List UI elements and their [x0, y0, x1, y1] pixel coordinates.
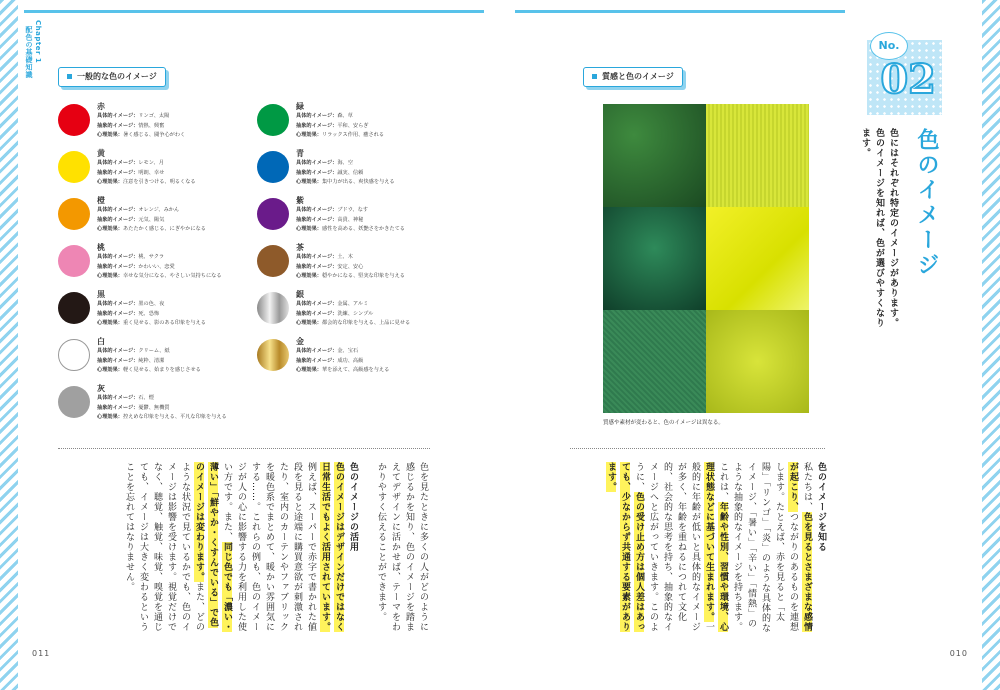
photo-caption: 質感や素材が変わると、色のイメージは異なる。	[603, 420, 724, 426]
color-name: 黒	[97, 290, 105, 299]
color-concrete: 具体的イメージ：金、宝石	[296, 348, 359, 354]
color-abstract: 抽象的イメージ：誠実、信頼	[296, 169, 364, 176]
color-swatch	[58, 292, 90, 324]
right-body-1b: つながりのあるものを連想します。たとえば、赤を見ると「太陽」「リンゴ」「炎」のような具体的なイメージ、「暑い」「辛い」「情熱」のような抽象的なイメージを持ちます。これは、	[718, 462, 798, 633]
color-concrete: 具体的イメージ：レモン、月	[97, 160, 164, 166]
color-name: 黄	[97, 149, 105, 158]
left-body-2: また、どのような状況で見ているかでも、色のイメージは影響を受けます。視覚だけでなく、聴覚、触覚、味覚、嗅覚を通じても、イメージは大きく変わるということを忘れてはなりません。	[124, 462, 204, 632]
color-psych: 心理効果：穏やかになる、堅実な印象を与える	[296, 273, 405, 279]
texture-plastic-yellow	[706, 207, 809, 310]
page-number-right: 010	[949, 649, 968, 658]
color-concrete: 具体的イメージ：墨の色、夜	[97, 301, 165, 307]
left-body-1: 例えば、スーパーで赤字で書かれた値段を見ると途端に購買意欲が刺激されたり、室内のカーテンやファブリックを暖色系でまとめて、暖かい雰囲気にする……。これらの例も、色のイメージが人の心に影響する力を利用した使い方です。また、	[222, 462, 316, 632]
color-abstract: 抽象的イメージ：高貴、神秘	[296, 216, 364, 223]
color-swatch	[58, 386, 90, 418]
left-highlight-2: 同じ色でも「濃い・薄い」「鮮やか・くすんでいる」で色のイメージは変わります。	[194, 462, 232, 632]
color-concrete: 具体的イメージ：桃、サクラ	[97, 254, 165, 260]
right-stripe-border	[982, 0, 1000, 690]
color-name: 灰	[97, 384, 105, 393]
color-psych: 心理効果：感性を高める、妖艶さをかきたてる	[296, 226, 405, 232]
color-swatch	[257, 339, 289, 371]
color-concrete: 具体的イメージ：海、空	[296, 160, 353, 166]
color-abstract: 抽象的イメージ：安定、安心	[296, 263, 364, 270]
color-swatch	[257, 292, 289, 324]
texture-powder-yellow	[706, 310, 809, 413]
color-psych: 心理効果：集中力が出る、爽快感を与える	[296, 179, 395, 185]
color-psych: 心理効果：あたたかく感じる、にぎやかになる	[97, 226, 206, 232]
color-psych: 心理効果：暑く感じる、闘争心がわく	[97, 132, 186, 138]
color-abstract: 抽象的イメージ：かわいい、恋愛	[97, 263, 175, 270]
color-info	[296, 102, 384, 141]
top-rule-left	[24, 10, 484, 13]
color-name: 青	[296, 149, 304, 158]
color-swatch	[257, 245, 289, 277]
top-rule-right	[515, 10, 845, 13]
color-name: 銀	[296, 290, 304, 299]
color-psych: 心理効果：重く見せる、影のある印象を与える	[97, 320, 206, 326]
chapter-number: 02	[880, 56, 936, 103]
color-info	[296, 149, 395, 188]
color-psych: 心理効果：幸せな気分になる、やさしい気持ちになる	[97, 273, 222, 279]
page-number-left: 011	[32, 649, 51, 658]
color-psych: 心理効果：リラックス作用、癒される	[296, 132, 385, 138]
texture-knit-green	[603, 310, 706, 413]
color-abstract: 抽象的イメージ：死、恐怖	[97, 310, 160, 317]
left-heading: 色のイメージの活用	[348, 462, 358, 552]
color-swatch	[58, 104, 90, 136]
no-label: No.	[870, 32, 908, 60]
color-abstract: 抽象的イメージ：平和、安らぎ	[296, 122, 369, 129]
color-abstract: 抽象的イメージ：憂鬱、無機質	[97, 404, 170, 411]
color-name: 橙	[97, 196, 105, 205]
color-psych: 心理効果：都会的な印象を与える、上品に見せる	[296, 320, 411, 326]
left-stripe-border	[0, 0, 18, 690]
left-body-text	[60, 462, 430, 634]
color-concrete: 具体的イメージ：石、煙	[97, 395, 154, 401]
color-info	[97, 243, 222, 282]
color-psych: 心理効果：注意を引きつける、明るくなる	[97, 179, 196, 185]
color-concrete: 具体的イメージ：金属、アルミ	[296, 301, 369, 307]
right-highlight-3: 色の受け止め方は個人差はあっても、少なからず共通する要素があります。	[606, 462, 644, 632]
color-abstract: 抽象的イメージ：明朗、幸せ	[97, 169, 165, 176]
right-body-1a: 私たちは、	[802, 462, 812, 512]
color-swatch	[257, 104, 289, 136]
color-swatch	[257, 151, 289, 183]
section-title-texture: 質感と色のイメージ	[583, 67, 683, 87]
color-info	[97, 290, 206, 329]
color-concrete: 具体的イメージ：土、木	[296, 254, 353, 260]
right-highlight-2: 年齢や性別、習慣や環境、心理状態などに基づいて生まれます。	[704, 462, 728, 632]
texture-fabric-yellow	[706, 104, 809, 207]
divider-right	[570, 448, 825, 449]
color-info	[296, 290, 410, 329]
color-swatch	[58, 339, 90, 371]
chapter-label: Chapter 1 配色の基礎知識	[25, 20, 42, 79]
color-abstract: 抽象的イメージ：洗練、シンプル	[296, 310, 374, 317]
color-name: 赤	[97, 102, 105, 111]
color-swatch	[58, 198, 90, 230]
color-abstract: 抽象的イメージ：情熱、興奮	[97, 122, 165, 129]
color-swatch	[257, 198, 289, 230]
divider-left	[58, 448, 430, 449]
right-heading: 色のイメージを知る	[816, 462, 826, 552]
color-info	[296, 337, 389, 376]
color-info	[97, 149, 196, 188]
left-intro: 色を見たときに多くの人がどのように感じるかを知り、色のイメージを踏まえてデザインに活かせば、テーマをわかりやすく伝えることができます。	[376, 462, 428, 632]
texture-grass	[603, 104, 706, 207]
right-highlight-1: 色を見るとさまざまな感情が起こり、	[788, 462, 812, 632]
color-info	[296, 196, 405, 235]
color-info	[97, 337, 201, 376]
color-abstract: 抽象的イメージ：元気、陽気	[97, 216, 165, 223]
color-abstract: 抽象的イメージ：純粋、清潔	[97, 357, 165, 364]
color-concrete: 具体的イメージ：ブドウ、なす	[296, 207, 369, 213]
color-name: 茶	[296, 243, 304, 252]
color-psych: 心理効果：華を添えて、高級感を与える	[296, 367, 390, 373]
color-swatch	[58, 151, 90, 183]
color-concrete: 具体的イメージ：オレンジ、みかん	[97, 207, 180, 213]
color-name: 白	[97, 337, 105, 346]
right-body-text	[566, 462, 828, 634]
color-concrete: 具体的イメージ：森、草	[296, 113, 353, 119]
color-name: 金	[296, 337, 304, 346]
color-psych: 心理効果：控えめな印象を与える、平凡な印象を与える	[97, 414, 227, 420]
color-info	[296, 243, 405, 282]
color-name: 緑	[296, 102, 304, 111]
subtitle: 色にはそれぞれ特定のイメージがあります。 色のイメージを知れば、色が選びやすくなります。	[860, 128, 898, 328]
color-concrete: 具体的イメージ：リンゴ、太陽	[97, 113, 170, 119]
color-concrete: 具体的イメージ：クリーム、紙	[97, 348, 170, 354]
section-title-general: 一般的な色のイメージ	[58, 67, 166, 87]
color-swatch	[58, 245, 90, 277]
color-abstract: 抽象的イメージ：成功、高級	[296, 357, 364, 364]
color-psych: 心理効果：軽く見せる、始まりを感じさせる	[97, 367, 201, 373]
left-highlight-1: 色のイメージはデザインだけではなく日常生活でもよく活用されています。	[320, 462, 344, 632]
color-info	[97, 102, 185, 141]
texture-glass-green	[603, 207, 706, 310]
color-info	[97, 384, 227, 423]
texture-photo-grid	[603, 104, 809, 413]
color-info	[97, 196, 206, 235]
right-body-2: 一般的に年齢が低いと具体的なイメージが多く、年齢を重ねるにつれて文化的、社会的な思考を持ち、抽象的なイメージへと広がっていきます。このように、	[634, 462, 714, 632]
page-title: 色のイメージ	[914, 128, 939, 278]
color-name: 桃	[97, 243, 105, 252]
color-name: 紫	[296, 196, 304, 205]
